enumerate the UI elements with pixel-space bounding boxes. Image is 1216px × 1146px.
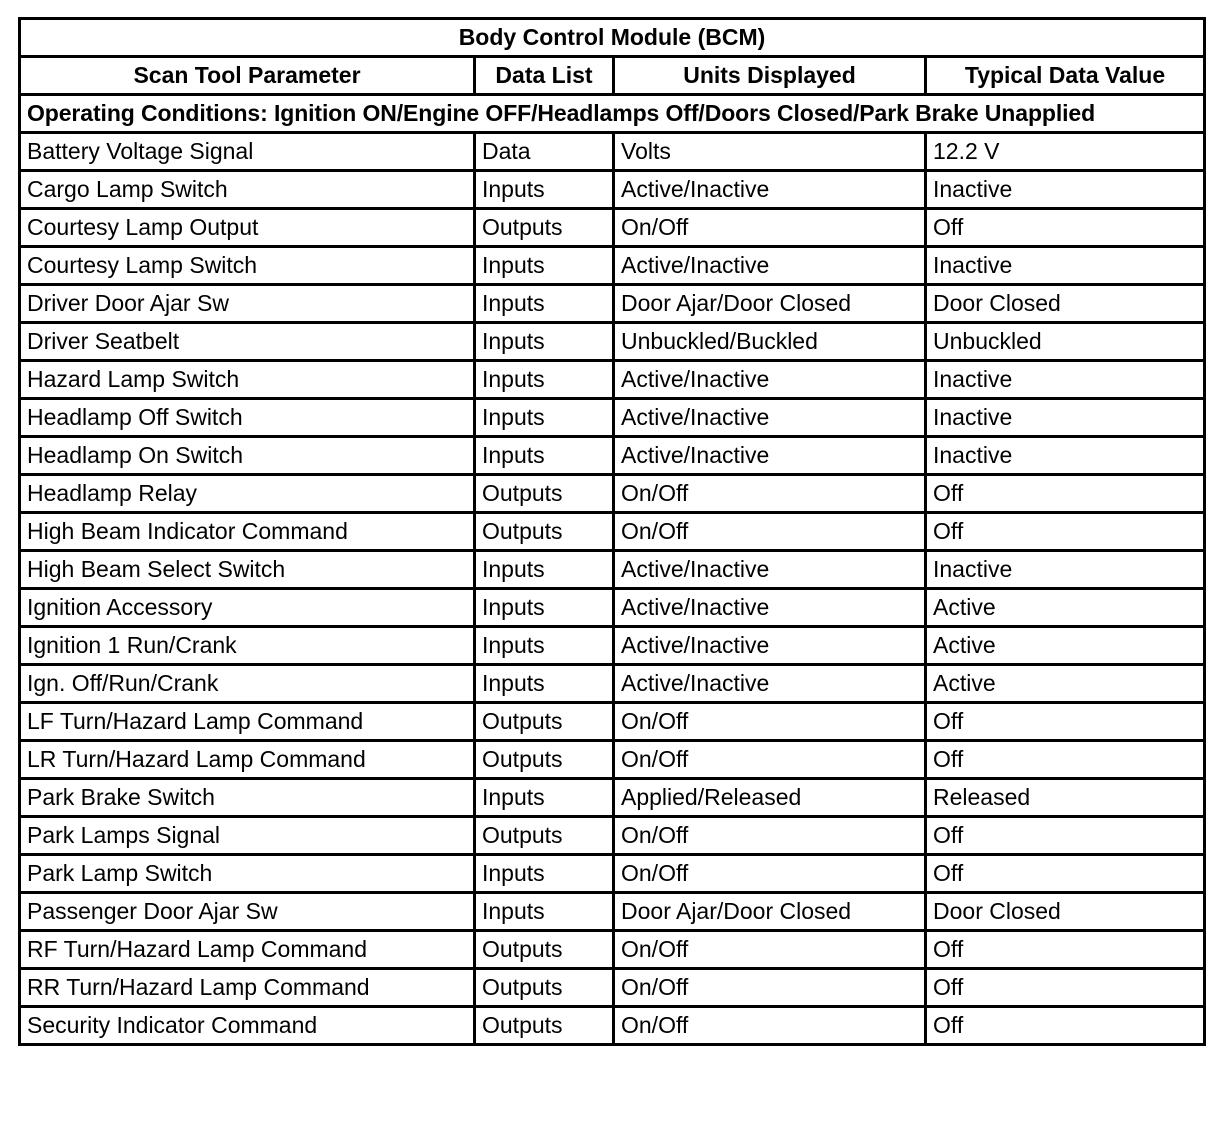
parameter-cell: RR Turn/Hazard Lamp Command — [20, 969, 475, 1007]
units-cell: On/Off — [614, 1007, 926, 1045]
typical-value-cell: Inactive — [926, 361, 1205, 399]
parameter-cell: Cargo Lamp Switch — [20, 171, 475, 209]
units-cell: Active/Inactive — [614, 589, 926, 627]
typical-value-cell: Off — [926, 741, 1205, 779]
bcm-data-table — [18, 17, 1206, 1046]
data-list-cell: Outputs — [475, 741, 614, 779]
data-list-cell: Outputs — [475, 475, 614, 513]
table-body — [20, 95, 1205, 1045]
units-cell: On/Off — [614, 703, 926, 741]
table-row — [20, 741, 1205, 779]
parameter-cell: Security Indicator Command — [20, 1007, 475, 1045]
data-list-cell: Inputs — [475, 589, 614, 627]
table-row — [20, 703, 1205, 741]
typical-value-cell: Off — [926, 209, 1205, 247]
units-cell: Active/Inactive — [614, 551, 926, 589]
table-row — [20, 171, 1205, 209]
parameter-cell: Courtesy Lamp Switch — [20, 247, 475, 285]
typical-value-cell: Off — [926, 817, 1205, 855]
data-list-cell: Outputs — [475, 931, 614, 969]
units-cell: On/Off — [614, 209, 926, 247]
parameter-cell: Hazard Lamp Switch — [20, 361, 475, 399]
operating-conditions: Operating Conditions: Ignition ON/Engine OFF/Headlamps Off/Doors Closed/Park Brake Unapplied — [20, 95, 1205, 133]
parameter-cell: Headlamp Off Switch — [20, 399, 475, 437]
title-row — [20, 19, 1205, 57]
units-cell: Door Ajar/Door Closed — [614, 285, 926, 323]
data-list-cell: Outputs — [475, 703, 614, 741]
table-row — [20, 247, 1205, 285]
data-list-cell: Inputs — [475, 285, 614, 323]
data-list-cell: Inputs — [475, 171, 614, 209]
data-list-cell: Inputs — [475, 779, 614, 817]
units-cell: Door Ajar/Door Closed — [614, 893, 926, 931]
parameter-cell: High Beam Indicator Command — [20, 513, 475, 551]
typical-value-cell: 12.2 V — [926, 133, 1205, 171]
units-cell: Active/Inactive — [614, 171, 926, 209]
parameter-cell: Park Lamp Switch — [20, 855, 475, 893]
units-cell: On/Off — [614, 475, 926, 513]
typical-value-cell: Off — [926, 513, 1205, 551]
typical-value-cell: Inactive — [926, 247, 1205, 285]
table-title: Body Control Module (BCM) — [20, 19, 1205, 57]
data-list-cell: Inputs — [475, 247, 614, 285]
units-cell: Unbuckled/Buckled — [614, 323, 926, 361]
table-row — [20, 893, 1205, 931]
typical-value-cell: Off — [926, 969, 1205, 1007]
typical-value-cell: Unbuckled — [926, 323, 1205, 361]
data-list-cell: Outputs — [475, 817, 614, 855]
typical-value-cell: Active — [926, 627, 1205, 665]
units-cell: Volts — [614, 133, 926, 171]
table-row — [20, 361, 1205, 399]
parameter-cell: Driver Door Ajar Sw — [20, 285, 475, 323]
data-list-cell: Inputs — [475, 399, 614, 437]
parameter-cell: RF Turn/Hazard Lamp Command — [20, 931, 475, 969]
typical-value-cell: Door Closed — [926, 893, 1205, 931]
table-row — [20, 133, 1205, 171]
units-cell: Applied/Released — [614, 779, 926, 817]
table-row — [20, 665, 1205, 703]
typical-value-cell: Released — [926, 779, 1205, 817]
data-list-cell: Outputs — [475, 513, 614, 551]
data-list-cell: Outputs — [475, 1007, 614, 1045]
units-cell: On/Off — [614, 931, 926, 969]
typical-value-cell: Active — [926, 665, 1205, 703]
table-row — [20, 551, 1205, 589]
data-list-cell: Inputs — [475, 627, 614, 665]
parameter-cell: Ignition 1 Run/Crank — [20, 627, 475, 665]
typical-value-cell: Off — [926, 931, 1205, 969]
units-cell: On/Off — [614, 817, 926, 855]
parameter-cell: Courtesy Lamp Output — [20, 209, 475, 247]
units-cell: Active/Inactive — [614, 627, 926, 665]
units-cell: On/Off — [614, 741, 926, 779]
units-cell: On/Off — [614, 513, 926, 551]
typical-value-cell: Off — [926, 855, 1205, 893]
table-row — [20, 627, 1205, 665]
parameter-cell: High Beam Select Switch — [20, 551, 475, 589]
table-row — [20, 589, 1205, 627]
table-row — [20, 323, 1205, 361]
operating-conditions-row — [20, 95, 1205, 133]
data-list-cell: Outputs — [475, 969, 614, 1007]
units-cell: On/Off — [614, 855, 926, 893]
typical-value-cell: Off — [926, 475, 1205, 513]
table-row — [20, 1007, 1205, 1045]
header-typical-data-value: Typical Data Value — [926, 57, 1205, 95]
parameter-cell: Park Lamps Signal — [20, 817, 475, 855]
table-row — [20, 969, 1205, 1007]
parameter-cell: LR Turn/Hazard Lamp Command — [20, 741, 475, 779]
table-row — [20, 475, 1205, 513]
parameter-cell: Battery Voltage Signal — [20, 133, 475, 171]
parameter-cell: Park Brake Switch — [20, 779, 475, 817]
table-row — [20, 209, 1205, 247]
typical-value-cell: Active — [926, 589, 1205, 627]
table-row — [20, 437, 1205, 475]
table-row — [20, 931, 1205, 969]
units-cell: Active/Inactive — [614, 665, 926, 703]
typical-value-cell: Inactive — [926, 171, 1205, 209]
table-row — [20, 779, 1205, 817]
header-scan-tool-parameter: Scan Tool Parameter — [20, 57, 475, 95]
header-row — [20, 57, 1205, 95]
units-cell: On/Off — [614, 969, 926, 1007]
table-row — [20, 399, 1205, 437]
table-row — [20, 285, 1205, 323]
typical-value-cell: Door Closed — [926, 285, 1205, 323]
parameter-cell: LF Turn/Hazard Lamp Command — [20, 703, 475, 741]
table-row — [20, 513, 1205, 551]
typical-value-cell: Inactive — [926, 399, 1205, 437]
data-list-cell: Data — [475, 133, 614, 171]
data-list-cell: Inputs — [475, 855, 614, 893]
data-list-cell: Inputs — [475, 361, 614, 399]
data-list-cell: Inputs — [475, 665, 614, 703]
parameter-cell: Driver Seatbelt — [20, 323, 475, 361]
table-row — [20, 855, 1205, 893]
data-list-cell: Inputs — [475, 437, 614, 475]
typical-value-cell: Off — [926, 703, 1205, 741]
header-units-displayed: Units Displayed — [614, 57, 926, 95]
typical-value-cell: Inactive — [926, 551, 1205, 589]
typical-value-cell: Off — [926, 1007, 1205, 1045]
header-data-list: Data List — [475, 57, 614, 95]
table-row — [20, 817, 1205, 855]
data-list-cell: Outputs — [475, 209, 614, 247]
units-cell: Active/Inactive — [614, 361, 926, 399]
data-list-cell: Inputs — [475, 893, 614, 931]
units-cell: Active/Inactive — [614, 247, 926, 285]
parameter-cell: Ignition Accessory — [20, 589, 475, 627]
data-list-cell: Inputs — [475, 551, 614, 589]
typical-value-cell: Inactive — [926, 437, 1205, 475]
data-list-cell: Inputs — [475, 323, 614, 361]
units-cell: Active/Inactive — [614, 437, 926, 475]
parameter-cell: Headlamp On Switch — [20, 437, 475, 475]
parameter-cell: Headlamp Relay — [20, 475, 475, 513]
units-cell: Active/Inactive — [614, 399, 926, 437]
parameter-cell: Ign. Off/Run/Crank — [20, 665, 475, 703]
parameter-cell: Passenger Door Ajar Sw — [20, 893, 475, 931]
